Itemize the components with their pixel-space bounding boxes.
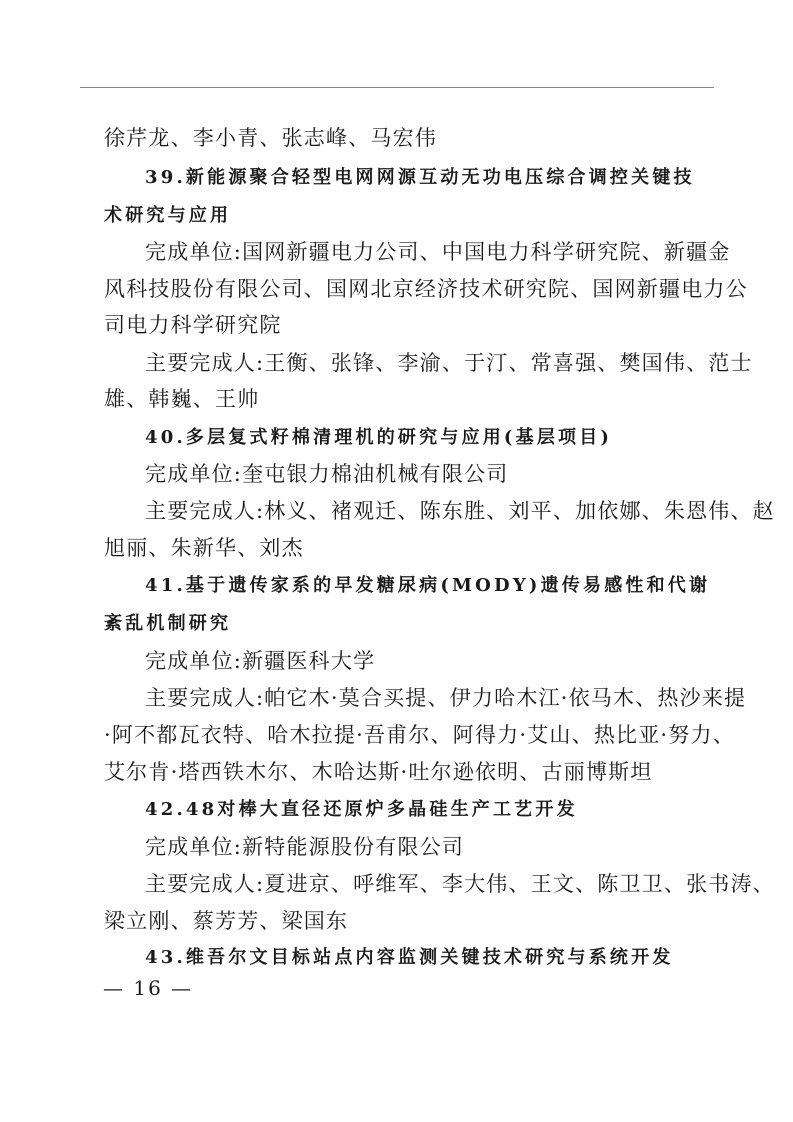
- completion-unit-42: 完成单位:新特能源股份有限公司: [145, 835, 465, 859]
- text-line: 徐芹龙、李小青、张志峰、马宏伟: [104, 126, 437, 150]
- text-line: ·阿不都瓦衣特、哈木拉提·吾甫尔、阿得力·艾山、热比亚·努力、: [104, 723, 735, 747]
- section-title-43: 43.维吾尔文目标站点内容监测关键技术研究与系统开发: [145, 947, 674, 968]
- section-title-42: 42.48对棒大直径还原炉多晶硅生产工艺开发: [145, 799, 578, 820]
- text-line: 司电力科学研究院: [104, 313, 282, 337]
- completion-unit-41: 完成单位:新疆医科大学: [145, 649, 376, 673]
- text-line: 旭丽、朱新华、刘杰: [104, 536, 304, 560]
- main-persons-41: 主要完成人:帕它木·莫合买提、伊力哈木江·依马木、热沙来提: [145, 686, 747, 710]
- main-persons-42: 主要完成人:夏进京、呼维军、李大伟、王文、陈卫卫、张书涛、: [145, 872, 775, 896]
- text-line: 艾尔肯·塔西铁木尔、木哈达斯·吐尔逊依明、古丽博斯坦: [104, 760, 653, 784]
- section-title-41-cont: 紊乱机制研究: [104, 613, 232, 634]
- section-title-41: 41.基于遗传家系的早发糖尿病(MODY)遗传易感性和代谢: [145, 575, 711, 596]
- completion-unit-39: 完成单位:国网新疆电力公司、中国电力科学研究院、新疆金: [145, 240, 731, 264]
- text-line: 风科技股份有限公司、国网北京经济技术研究院、国网新疆电力公: [104, 277, 748, 301]
- section-title-39: 39.新能源聚合轻型电网网源互动无功电压综合调控关键技: [145, 167, 695, 188]
- section-title-40: 40.多层复式籽棉清理机的研究与应用(基层项目): [145, 427, 613, 448]
- completion-unit-40: 完成单位:奎屯银力棉油机械有限公司: [145, 462, 509, 486]
- section-title-39-cont: 术研究与应用: [104, 205, 232, 226]
- main-persons-39: 主要完成人:王衡、张锋、李渝、于汀、常喜强、樊国伟、范士: [145, 351, 753, 375]
- main-persons-40: 主要完成人:林义、褚观迁、陈东胜、刘平、加依娜、朱恩伟、赵: [145, 499, 775, 523]
- text-line: 雄、韩巍、王帅: [104, 387, 260, 411]
- page-number: — 16 —: [103, 976, 194, 1000]
- header-rule: [80, 87, 714, 88]
- text-line: 梁立刚、蔡芳芳、梁国东: [104, 909, 349, 933]
